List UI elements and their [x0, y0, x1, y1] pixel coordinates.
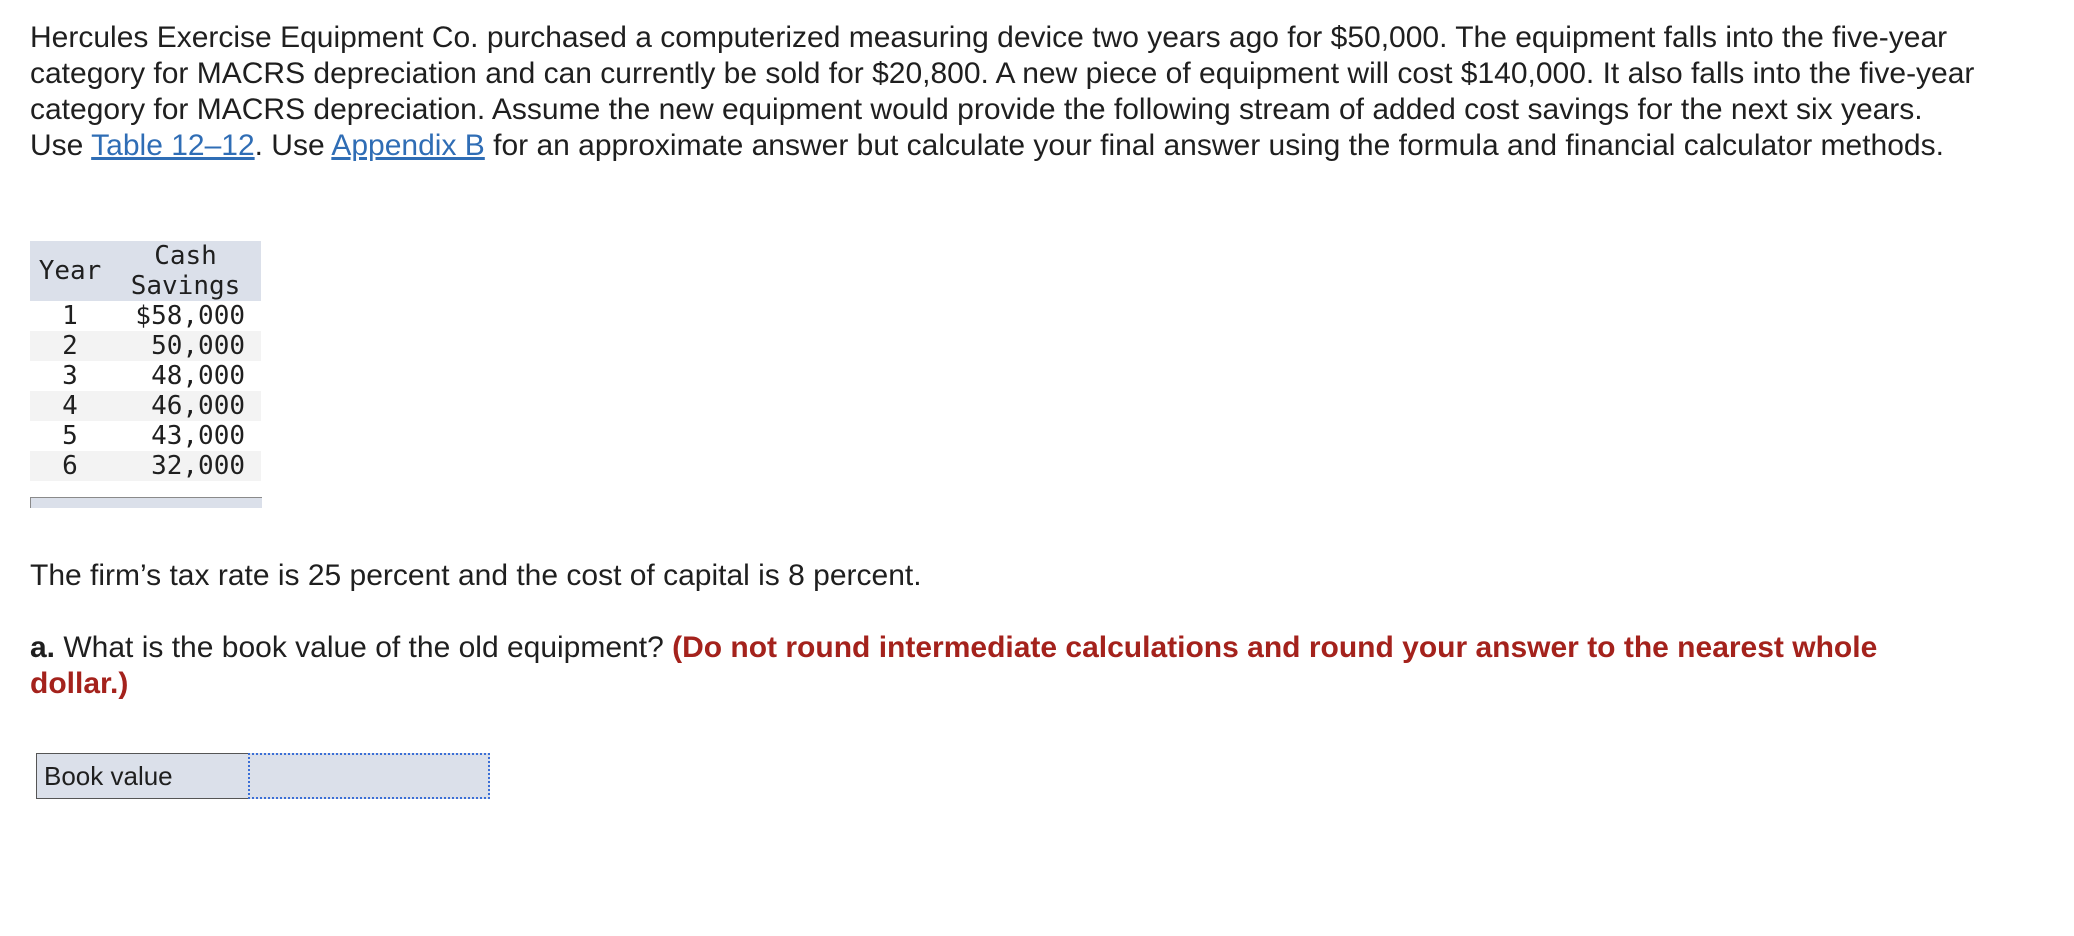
table-row [30, 301, 261, 331]
year-cell: 3 [62, 361, 78, 391]
table-row [30, 421, 261, 451]
table-row [30, 331, 261, 361]
problem-statement [30, 20, 1980, 164]
year-header: Year [30, 241, 110, 301]
year-cell: 2 [30, 331, 110, 361]
cash-savings-table [30, 241, 261, 481]
table-12-12-link[interactable]: Table 12–12 [91, 129, 255, 162]
savings-cell: 46,000 [110, 391, 261, 421]
table-header-row [30, 241, 261, 301]
question-a [30, 630, 1980, 702]
cash-savings-header: Cash Savings [110, 241, 261, 301]
question-text: What is the book value of the old equipment? [55, 631, 673, 664]
savings-cell: 32,000 [110, 451, 261, 481]
rounding-instruction: (Do not round intermediate calculations and round your answer to the nearest whole dollar.) [30, 631, 1878, 700]
table-row [30, 361, 261, 391]
book-value-label: Book value [36, 753, 248, 799]
year-cell: 4 [30, 391, 110, 421]
savings-cell: $58,000 [135, 301, 245, 331]
problem-text-part2: . Use [254, 129, 332, 162]
table-row [30, 451, 261, 481]
table-row [30, 391, 261, 421]
question-letter: a. [30, 631, 56, 664]
year-cell: 1 [62, 301, 78, 331]
problem-text-part3: for an approximate answer but calculate your final answer using the formula and financial calculator methods. [484, 129, 1944, 162]
year-cell: 5 [62, 421, 78, 451]
tax-rate-statement: The firm’s tax rate is 25 percent and the cost of capital is 8 percent. [30, 559, 922, 592]
savings-cell: 50,000 [110, 331, 261, 361]
savings-cell: 43,000 [151, 421, 245, 451]
year-cell: 6 [30, 451, 110, 481]
answer-row [36, 753, 490, 799]
table-footer-bar [30, 497, 262, 508]
appendix-b-link[interactable]: Appendix B [331, 129, 485, 162]
problem-text-part1: Hercules Exercise Equipment Co. purchased a computerized measuring device two years ago for $50,000. The equipment falls into the five-year category for MACRS depreciation and can currently be sold for $20,800. A new piece of equipment will cost $140,000. It also falls into the five-year category for MACRS depreciation. Assume the new equipment would provide the following stream of added cost savings for the next six years. Use [30, 21, 1975, 162]
book-value-input[interactable] [248, 753, 490, 799]
savings-cell: 48,000 [151, 361, 245, 391]
